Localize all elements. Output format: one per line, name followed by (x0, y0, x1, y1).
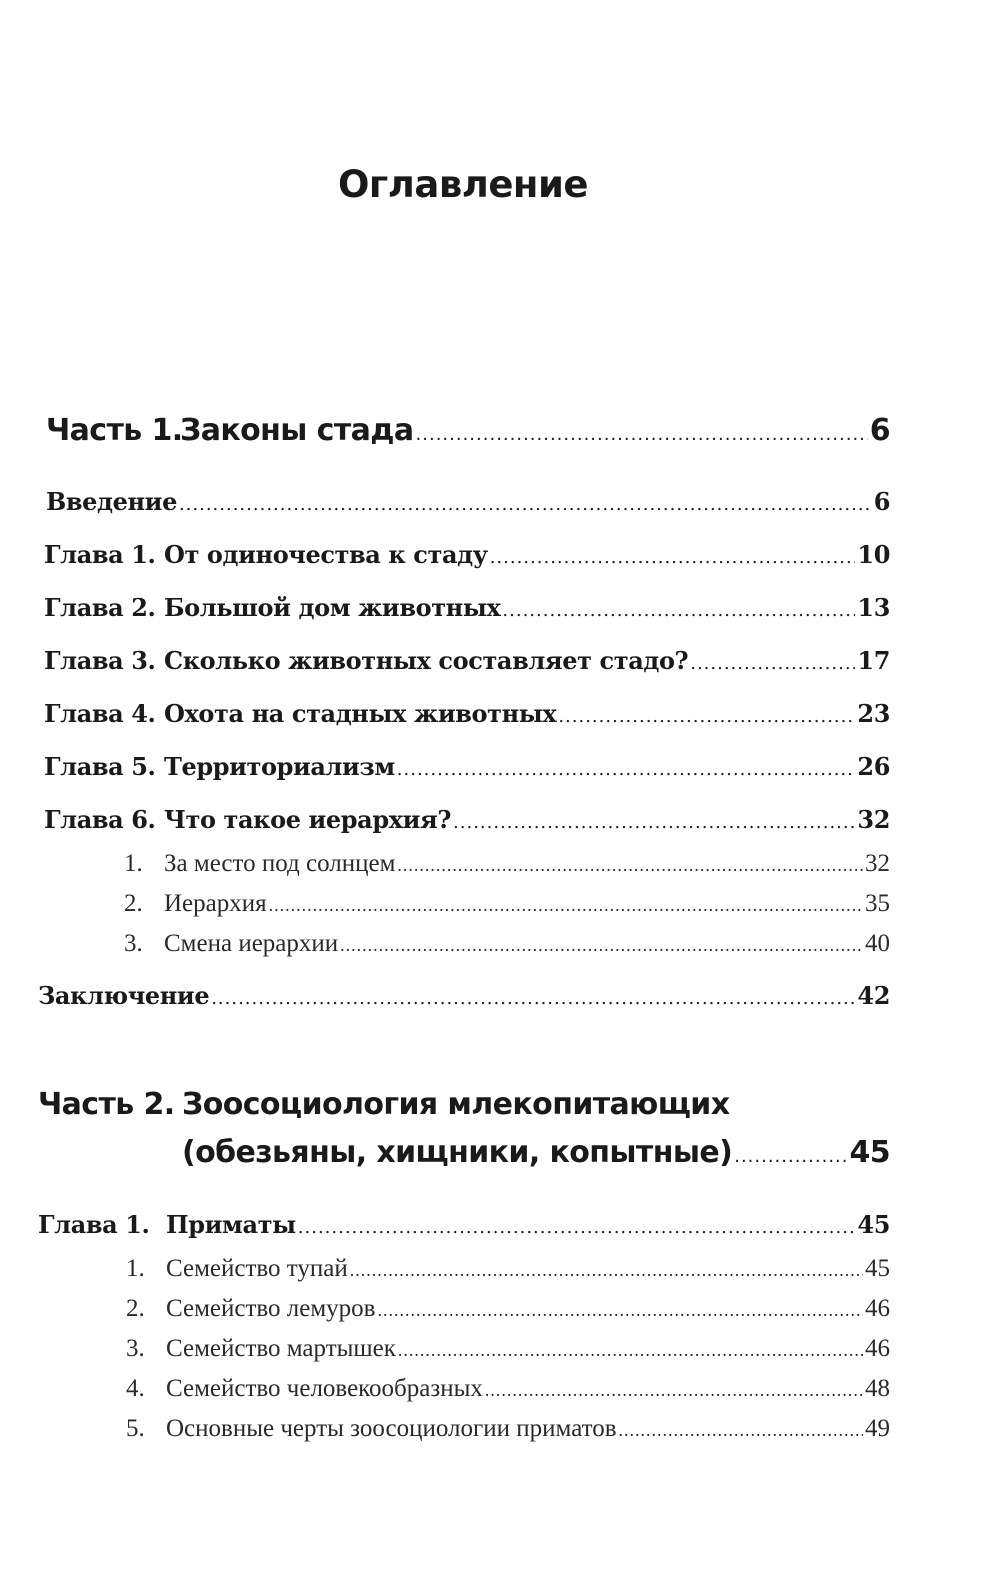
section-number: 5. (126, 1415, 145, 1442)
toc-entry-chapter-2[interactable] (44, 592, 890, 627)
toc-section[interactable] (126, 1253, 890, 1286)
dot-leader (377, 1293, 863, 1326)
chapter-number: Глава 1. (38, 1210, 150, 1239)
chapter-number: Глава 2. (44, 593, 156, 622)
entry-title: Что такое иерархия? (164, 805, 452, 834)
dot-leader (734, 1133, 847, 1177)
section-number: 4. (126, 1375, 145, 1402)
entry-title: Иерархия (164, 890, 267, 917)
page-number: 26 (857, 752, 890, 781)
section-number: 2. (124, 890, 143, 917)
entry-title: Смена иерархии (164, 930, 339, 957)
dot-leader (269, 888, 863, 921)
dot-leader (485, 1373, 863, 1406)
toc-part-2-continuation[interactable] (182, 1133, 890, 1177)
entry-title: Семейство мартышек (166, 1335, 396, 1362)
dot-leader (619, 1413, 863, 1446)
part-number: Часть 2. (38, 1087, 175, 1122)
dot-leader (397, 751, 856, 786)
dot-leader (558, 698, 855, 733)
entry-title: Большой дом животных (164, 593, 501, 622)
entry-title: Приматы (166, 1210, 296, 1239)
page-number: 35 (865, 890, 890, 917)
entry-title: Семейство тупай (166, 1255, 348, 1282)
toc-section[interactable] (124, 888, 890, 921)
page-number: 40 (865, 930, 890, 957)
toc-entry-chapter-6[interactable] (44, 804, 890, 839)
page-number: 10 (857, 540, 890, 569)
toc-section[interactable] (124, 848, 890, 881)
toc-section[interactable] (124, 928, 890, 961)
section-number: 1. (126, 1255, 145, 1282)
dot-leader (211, 980, 855, 1015)
dot-leader (502, 592, 855, 627)
entry-title: Охота на стадных животных (164, 699, 557, 728)
toc-entry-chapter-5[interactable] (44, 751, 890, 786)
chapter-number: Глава 6. (44, 805, 156, 834)
entry-title: Сколько животных составляет стадо? (164, 646, 689, 675)
entry-title: Введение (46, 487, 177, 516)
dot-leader (298, 1209, 856, 1244)
toc-entry-chapter-4[interactable] (44, 698, 890, 733)
page-number: 49 (865, 1415, 890, 1442)
dot-leader (350, 1253, 863, 1286)
entry-title: Семейство человекообразных (166, 1375, 483, 1402)
section-number: 3. (126, 1335, 145, 1362)
part-number: Часть 1. (46, 413, 183, 448)
toc-section[interactable] (126, 1333, 890, 1366)
page-number: 17 (857, 646, 890, 675)
chapter-number: Глава 1. (44, 540, 156, 569)
toc-entry-introduction[interactable] (46, 486, 890, 521)
section-number: 1. (124, 850, 143, 877)
chapter-number: Глава 5. (44, 752, 156, 781)
page-number: 48 (865, 1375, 890, 1402)
dot-leader (490, 539, 856, 574)
section-number: 2. (126, 1295, 145, 1322)
entry-title: Территориализм (164, 752, 395, 781)
page-number: 32 (865, 850, 890, 877)
toc-section[interactable] (126, 1293, 890, 1326)
toc-section[interactable] (126, 1373, 890, 1406)
part-title-line-2: (обезьяны, хищники, копытные) (182, 1135, 733, 1170)
toc-entry-chapter-3[interactable] (44, 645, 890, 680)
page-number: 23 (857, 699, 890, 728)
toc-part-1[interactable] (46, 411, 890, 455)
page-number: 46 (865, 1295, 890, 1322)
page-number: 13 (857, 593, 890, 622)
toc-section[interactable] (126, 1413, 890, 1446)
page-number: 6 (873, 487, 890, 516)
part-title: Законы стада (180, 413, 414, 448)
dot-leader (453, 804, 855, 839)
page-number: 45 (865, 1255, 890, 1282)
entry-title: Основные черты зоосоциологии приматов (166, 1415, 617, 1442)
page-number: 6 (869, 413, 890, 448)
part-title-line-1: Зоосоциология млекопитающих (182, 1087, 730, 1122)
entry-title: Заключение (38, 981, 210, 1010)
page-title: Оглавление (337, 163, 589, 206)
page-number: 45 (849, 1135, 890, 1170)
section-number: 3. (124, 930, 143, 957)
chapter-number: Глава 4. (44, 699, 156, 728)
page-number: 32 (857, 805, 890, 834)
page-number: 45 (857, 1210, 890, 1239)
dot-leader (179, 486, 872, 521)
toc-part-2[interactable] (38, 1085, 890, 1125)
dot-leader (398, 1333, 863, 1366)
dot-leader (397, 848, 863, 881)
page-number: 46 (865, 1335, 890, 1362)
toc-entry-conclusion[interactable] (38, 980, 890, 1015)
entry-title: От одиночества к стаду (164, 540, 488, 569)
dot-leader (690, 645, 855, 680)
dot-leader (416, 411, 868, 455)
chapter-number: Глава 3. (44, 646, 156, 675)
dot-leader (340, 928, 863, 961)
toc-entry-chapter-1[interactable] (44, 539, 890, 574)
entry-title: За место под солнцем (164, 850, 396, 877)
page-number: 42 (857, 981, 890, 1010)
entry-title: Семейство лемуров (166, 1295, 376, 1322)
toc-entry-primates[interactable] (38, 1209, 890, 1244)
